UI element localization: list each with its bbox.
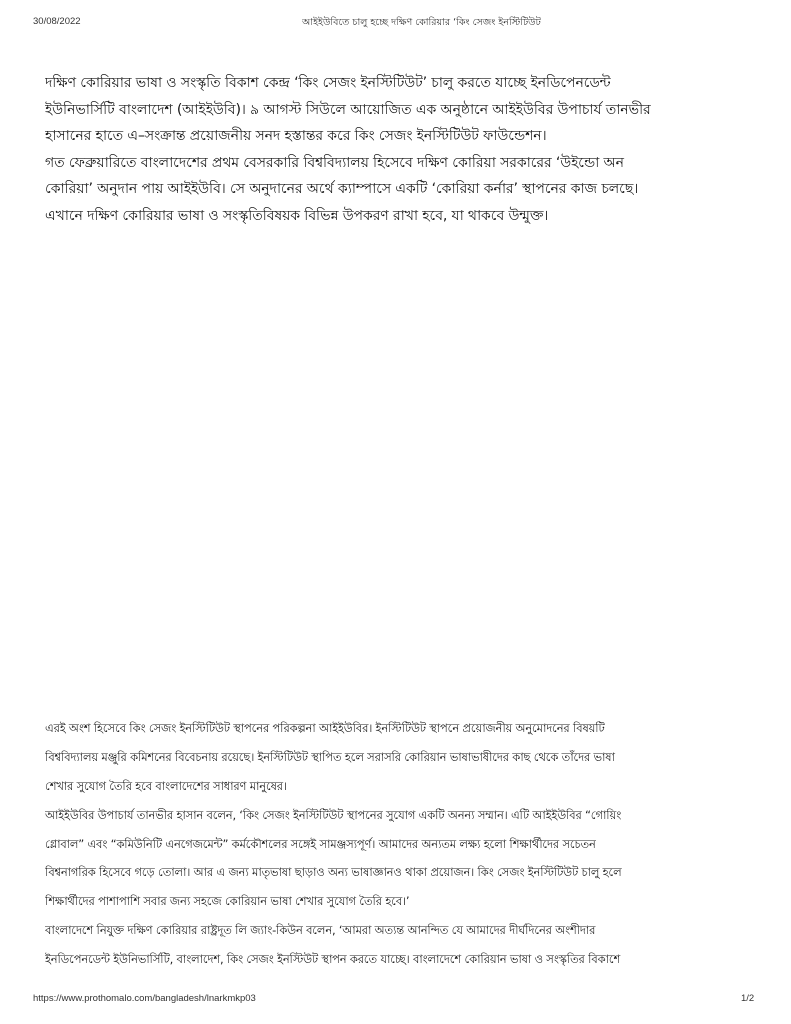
article-section-1 (45, 70, 760, 230)
article-line: দক্ষিণ কোরিয়ার ভাষা ও সংস্কৃতি বিকাশ কেন্দ্র ‘কিং সেজং ইনস্টিটিউট’ চালু করতে যাচ্ছে ইনডিপেনডেন্ট (45, 75, 611, 91)
article-line: শেখার সুযোগ তৈরি হবে বাংলাদেশের সাধারণ মানুষের। (45, 778, 287, 793)
article-line: গ্লোবাল” এবং “কমিউনিটি এনগেজমেন্ট” কর্মকৌশলের সঙ্গেই সামঞ্জস্যপূর্ণ। আমাদের অন্যতম লক্ষ্য হলো শিক্ষার্থীদের সচেতন (45, 836, 596, 851)
page-number: 1/2 (741, 993, 755, 1004)
print-page-title: আইইউবিতে চালু হচ্ছে দক্ষিণ কোরিয়ার ‘কিং সেজং ইনস্টিটিউট (302, 17, 541, 28)
article-line: ইউনিভার্সিটি বাংলাদেশ (আইইউবি)। ৯ আগস্ট সিউলে আয়োজিত এক অনুষ্ঠানে আইইউবির উপাচার্য তানভীর (45, 101, 651, 118)
article-line: এখানে দক্ষিণ কোরিয়ার ভাষা ও সংস্কৃতিবিষয়ক বিভিন্ন উপকরণ রাখা হবে, যা থাকবে উন্মুক্ত। (45, 207, 549, 224)
article-line: হাসানের হাতে এ–সংক্রান্ত প্রয়োজনীয় সনদ হস্তান্তর করে কিং সেজং ইনস্টিটিউট ফাউন্ডেশন। (45, 128, 547, 145)
article-line: আইইউবির উপাচার্য তানভীর হাসান বলেন, ‘কিং সেজং ইনস্টিটিউট স্থাপনের সুযোগ একটি অনন্য সম্মান। এটি আইইউবির “গোয়িং (45, 807, 622, 822)
article-line: কোরিয়া’ অনুদান পায় আইইউবি। সে অনুদানের অর্থে ক্যাম্পাসে একটি ‘কোরিয়া কর্নার’ স্থাপনের কাজ চলছে। (45, 181, 639, 198)
article-line: গত ফেব্রুয়ারিতে বাংলাদেশের প্রথম বেসরকারি বিশ্ববিদ্যালয় হিসেবে দক্ষিণ কোরিয়া সরকারের ‘উইন্ডো অন (45, 154, 624, 171)
article-line: বাংলাদেশে নিযুক্ত দক্ষিণ কোরিয়ার রাষ্ট্রদূত লি জ্যাং-কিউন বলেন, ‘আমরা অত্যন্ত আনন্দিত যে আমাদের দীর্ঘদিনের অংশীদার (45, 923, 596, 938)
article-section-2 (45, 714, 760, 974)
article-line: ইনডিপেনডেন্ট ইউনিভার্সিটি, বাংলাদেশ, কিং সেজং ইনস্টিউট স্থাপন করতে যাচ্ছে। বাংলাদেশে কোরিয়ান ভাষা ও সংস্কৃতির বিকাশে (45, 952, 621, 967)
article-line: বিশ্বনাগরিক হিসেবে গড়ে তোলা। আর এ জন্য মাতৃভাষা ছাড়াও অন্য ভাষাজ্ঞানও থাকা প্রয়োজন। কিং সেজং ইনস্টিটিউট চালু হলে (45, 865, 622, 880)
article-line: এরই অংশ হিসেবে কিং সেজং ইনস্টিটিউট স্থাপনের পরিকল্পনা আইইউবির। ইনস্টিটিউট স্থাপনে প্রয়োজনীয় অনুমোদনের বিষয়টি (45, 721, 605, 735)
print-date: 30/08/2022 (33, 16, 81, 27)
article-line: বিশ্ববিদ্যালয় মঞ্জুরি কমিশনের বিবেচনায় রয়েছে। ইনস্টিটিউট স্থাপিত হলে সরাসরি কোরিয়ান ভাষাভাষীদের কাছ থেকে তাঁদের ভাষা (45, 749, 615, 764)
source-url[interactable]: https://www.prothomalo.com/bangladesh/lnarkmkp03 (33, 993, 256, 1004)
article-line: শিক্ষার্থীদের পাশাপাশি সবার জন্য সহজে কোরিয়ান ভাষা শেখার সুযোগ তৈরি হবে।’ (45, 894, 410, 909)
